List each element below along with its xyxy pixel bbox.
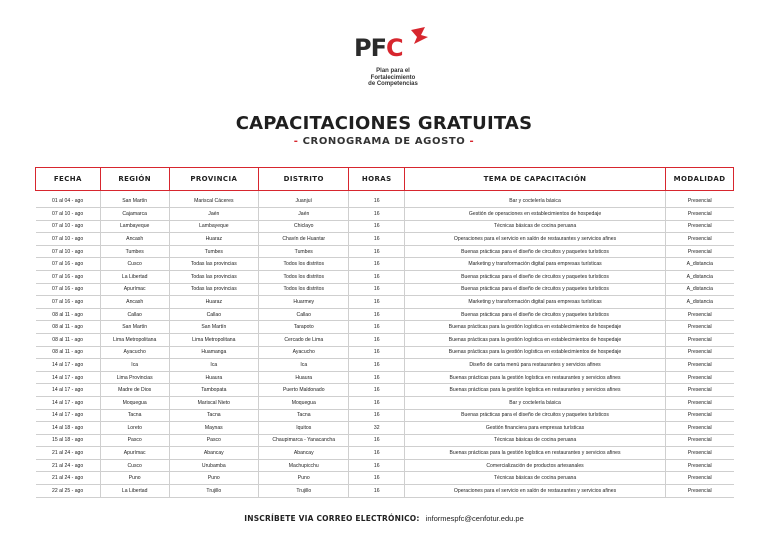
cell-region: Moquegua	[100, 396, 169, 409]
cell-provincia: Lima Metropolitana	[169, 333, 258, 346]
cell-tema: Operaciones para el servicio en salón de restaurantes y servicios afines	[404, 233, 665, 246]
column-header-fecha: FECHA	[36, 168, 101, 191]
cell-region: Ancash	[100, 233, 169, 246]
cell-tema: Buenas prácticas para la gestión logística en establecimientos de hospedaje	[404, 321, 665, 334]
cell-region: Lambayeque	[100, 220, 169, 233]
cell-fecha: 15 al 18 - ago	[36, 434, 101, 447]
cell-fecha: 14 al 17 - ago	[36, 371, 101, 384]
cell-distrito: Huarmey	[259, 296, 349, 309]
cell-horas: 16	[349, 308, 405, 321]
cell-horas: 16	[349, 220, 405, 233]
page-title: CAPACITACIONES GRATUITAS	[235, 113, 533, 134]
footer	[0, 514, 768, 523]
cell-horas: 16	[349, 245, 405, 258]
cell-distrito: Jaén	[259, 208, 349, 221]
page-subtitle	[0, 136, 768, 147]
cell-provincia: Maynas	[169, 422, 258, 435]
cell-fecha: 21 al 24 - ago	[36, 447, 101, 460]
cell-modalidad: Presencial	[666, 485, 734, 498]
cell-tema: Técnicas básicas de cocina peruana	[404, 472, 665, 485]
cell-distrito: Trujillo	[259, 485, 349, 498]
cell-tema: Buenas prácticas para la gestión logística en restaurantes y servicios afines	[404, 384, 665, 397]
cell-modalidad: Presencial	[666, 359, 734, 372]
cell-fecha: 07 al 16 - ago	[36, 258, 101, 271]
cell-modalidad: Presencial	[666, 472, 734, 485]
cell-provincia: Huaraz	[169, 233, 258, 246]
table-row	[36, 472, 734, 485]
table-row	[36, 283, 734, 296]
cell-region: Ica	[100, 359, 169, 372]
cell-modalidad: Presencial	[666, 233, 734, 246]
footer-label: INSCRÍBETE VIA CORREO ELECTRÓNICO:	[244, 514, 420, 523]
cell-horas: 16	[349, 333, 405, 346]
table-row	[36, 359, 734, 372]
cell-distrito: Tarapoto	[259, 321, 349, 334]
cell-modalidad: Presencial	[666, 396, 734, 409]
cell-horas: 16	[349, 283, 405, 296]
cell-region: Cajamarca	[100, 208, 169, 221]
cell-fecha: 14 al 18 - ago	[36, 422, 101, 435]
table-row	[36, 459, 734, 472]
cell-provincia: Urubamba	[169, 459, 258, 472]
cell-tema: Gestión financiera para empresas turísticas	[404, 422, 665, 435]
cell-modalidad: Presencial	[666, 409, 734, 422]
cell-horas: 16	[349, 321, 405, 334]
cell-horas: 16	[349, 258, 405, 271]
cell-provincia: Jaén	[169, 208, 258, 221]
cell-tema: Buenas prácticas para el diseño de circuitos y paquetes turísticos	[404, 283, 665, 296]
cell-region: Pasco	[100, 434, 169, 447]
pfc-logo	[348, 24, 438, 94]
cell-distrito: Todos los distritos	[259, 283, 349, 296]
cell-provincia: Lambayeque	[169, 220, 258, 233]
cell-horas: 16	[349, 409, 405, 422]
cell-fecha: 08 al 11 - ago	[36, 308, 101, 321]
cell-fecha: 08 al 11 - ago	[36, 321, 101, 334]
cell-horas: 16	[349, 191, 405, 208]
cell-region: San Martín	[100, 321, 169, 334]
cell-distrito: Abancay	[259, 447, 349, 460]
table-row	[36, 233, 734, 246]
table-row	[36, 384, 734, 397]
cell-region: Cusco	[100, 258, 169, 271]
cell-fecha: 07 al 16 - ago	[36, 283, 101, 296]
cell-distrito: Chaupimarca - Yanacancha	[259, 434, 349, 447]
cell-fecha: 07 al 10 - ago	[36, 233, 101, 246]
column-header-horas: HORAS	[349, 168, 405, 191]
cell-tema: Operaciones para el servicio en salón de restaurantes y servicios afines	[404, 485, 665, 498]
cell-distrito: Machupicchu	[259, 459, 349, 472]
cell-tema: Técnicas básicas de cocina peruana	[404, 434, 665, 447]
logo-tagline-line: Fortalecimiento	[370, 74, 416, 81]
cell-fecha: 07 al 16 - ago	[36, 296, 101, 309]
cell-modalidad: Presencial	[666, 384, 734, 397]
schedule-table	[35, 167, 734, 498]
cell-modalidad: Presencial	[666, 308, 734, 321]
cell-provincia: Ica	[169, 359, 258, 372]
cell-modalidad: A_distancia	[666, 283, 734, 296]
flag-icon	[408, 26, 430, 46]
cell-tema: Buenas prácticas para la gestión logística en establecimientos de hospedaje	[404, 346, 665, 359]
cell-horas: 16	[349, 485, 405, 498]
cell-provincia: Todas las provincias	[169, 258, 258, 271]
cell-modalidad: Presencial	[666, 220, 734, 233]
cell-provincia: Abancay	[169, 447, 258, 460]
cell-provincia: Huamanga	[169, 346, 258, 359]
cell-provincia: Todas las provincias	[169, 270, 258, 283]
subtitle-dash-left: -	[293, 136, 303, 147]
logo-letters-pf: PF	[354, 34, 386, 62]
cell-tema: Diseño de carta menú para restaurantes y servicios afines	[404, 359, 665, 372]
table-row	[36, 258, 734, 271]
table-row	[36, 396, 734, 409]
cell-region: Madre de Dios	[100, 384, 169, 397]
logo-wordmark	[354, 36, 403, 60]
cell-provincia: Tacna	[169, 409, 258, 422]
cell-provincia: Tambopata	[169, 384, 258, 397]
cell-region: Apurímac	[100, 283, 169, 296]
cell-region: La Libertad	[100, 485, 169, 498]
table-row	[36, 346, 734, 359]
cell-provincia: Todas las provincias	[169, 283, 258, 296]
cell-modalidad: Presencial	[666, 434, 734, 447]
logo-tagline-line: Plan para el	[376, 68, 410, 74]
cell-modalidad: Presencial	[666, 346, 734, 359]
table-row	[36, 321, 734, 334]
cell-distrito: Puerto Maldonado	[259, 384, 349, 397]
column-header-modalidad: MODALIDAD	[666, 168, 734, 191]
cell-region: Lima Metropolitana	[100, 333, 169, 346]
cell-region: Lima Provincias	[100, 371, 169, 384]
cell-tema: Buenas prácticas para el diseño de circuitos y paquetes turísticos	[404, 245, 665, 258]
cell-provincia: Callao	[169, 308, 258, 321]
column-header-tema: TEMA DE CAPACITACIÓN	[404, 168, 665, 191]
cell-modalidad: Presencial	[666, 245, 734, 258]
cell-horas: 16	[349, 384, 405, 397]
cell-distrito: Moquegua	[259, 396, 349, 409]
cell-distrito: Ayacucho	[259, 346, 349, 359]
cell-region: Tacna	[100, 409, 169, 422]
cell-modalidad: A_distancia	[666, 296, 734, 309]
table-row	[36, 422, 734, 435]
cell-modalidad: Presencial	[666, 321, 734, 334]
cell-modalidad: Presencial	[666, 208, 734, 221]
cell-horas: 16	[349, 396, 405, 409]
cell-fecha: 07 al 10 - ago	[36, 245, 101, 258]
cell-fecha: 14 al 17 - ago	[36, 384, 101, 397]
cell-fecha: 14 al 17 - ago	[36, 409, 101, 422]
cell-horas: 16	[349, 233, 405, 246]
cell-tema: Buenas prácticas para la gestión logística en restaurantes y servicios afines	[404, 447, 665, 460]
cell-distrito: Iquitos	[259, 422, 349, 435]
cell-horas: 16	[349, 447, 405, 460]
cell-provincia: San Martín	[169, 321, 258, 334]
cell-region: Apurímac	[100, 447, 169, 460]
table-row	[36, 434, 734, 447]
cell-fecha: 21 al 24 - ago	[36, 459, 101, 472]
cell-tema: Técnicas básicas de cocina peruana	[404, 220, 665, 233]
cell-distrito: Juanjuí	[259, 191, 349, 208]
cell-distrito: Tumbes	[259, 245, 349, 258]
cell-tema: Gestión de operaciones en establecimientos de hospedaje	[404, 208, 665, 221]
cell-provincia: Mariscal Cáceres	[169, 191, 258, 208]
cell-fecha: 08 al 11 - ago	[36, 333, 101, 346]
cell-fecha: 07 al 10 - ago	[36, 220, 101, 233]
column-header-region: REGIÓN	[100, 168, 169, 191]
cell-provincia: Mariscal Nieto	[169, 396, 258, 409]
table-row	[36, 333, 734, 346]
cell-region: Tumbes	[100, 245, 169, 258]
cell-tema: Buenas prácticas para la gestión logística en restaurantes y servicios afines	[404, 371, 665, 384]
cell-region: Cusco	[100, 459, 169, 472]
cell-distrito: Puno	[259, 472, 349, 485]
cell-provincia: Huaura	[169, 371, 258, 384]
cell-provincia: Puno	[169, 472, 258, 485]
cell-tema: Buenas prácticas para el diseño de circuitos y paquetes turísticos	[404, 308, 665, 321]
subtitle-text: CRONOGRAMA DE AGOSTO	[302, 136, 466, 147]
cell-fecha: 07 al 10 - ago	[36, 208, 101, 221]
cell-distrito: Cercado de Lima	[259, 333, 349, 346]
footer-email-link[interactable]: informespfc@cenfotur.edu.pe	[425, 514, 524, 523]
subtitle-dash-right: -	[465, 136, 475, 147]
cell-horas: 16	[349, 346, 405, 359]
cell-modalidad: Presencial	[666, 422, 734, 435]
cell-fecha: 01 al 04 - ago	[36, 191, 101, 208]
cell-modalidad: A_distancia	[666, 270, 734, 283]
cell-provincia: Trujillo	[169, 485, 258, 498]
cell-provincia: Pasco	[169, 434, 258, 447]
table-row	[36, 296, 734, 309]
cell-region: Ayacucho	[100, 346, 169, 359]
logo-tagline	[348, 68, 438, 88]
cell-distrito: Callao	[259, 308, 349, 321]
logo-letter-c: C	[385, 34, 403, 62]
cell-tema: Buenas prácticas para el diseño de circuitos y paquetes turísticos	[404, 270, 665, 283]
table-row	[36, 371, 734, 384]
cell-horas: 16	[349, 208, 405, 221]
cell-tema: Buenas prácticas para el diseño de circuitos y paquetes turísticos	[404, 409, 665, 422]
cell-tema: Marketing y transformación digital para empresas turísticas	[404, 296, 665, 309]
cell-horas: 16	[349, 459, 405, 472]
cell-fecha: 21 al 24 - ago	[36, 472, 101, 485]
cell-distrito: Tacna	[259, 409, 349, 422]
cell-fecha: 08 al 11 - ago	[36, 346, 101, 359]
cell-horas: 16	[349, 296, 405, 309]
column-header-distrito: DISTRITO	[259, 168, 349, 191]
table-row	[36, 485, 734, 498]
cell-horas: 32	[349, 422, 405, 435]
table-row	[36, 208, 734, 221]
cell-distrito: Todos los distritos	[259, 258, 349, 271]
cell-tema: Marketing y transformación digital para empresas turísticas	[404, 258, 665, 271]
cell-distrito: Chiclayo	[259, 220, 349, 233]
table-row	[36, 308, 734, 321]
cell-tema: Buenas prácticas para la gestión logística en establecimientos de hospedaje	[404, 333, 665, 346]
cell-tema: Bar y coctelería básica	[404, 191, 665, 208]
table-row	[36, 409, 734, 422]
cell-horas: 16	[349, 270, 405, 283]
cell-region: Puno	[100, 472, 169, 485]
cell-modalidad: Presencial	[666, 371, 734, 384]
cell-modalidad: Presencial	[666, 191, 734, 208]
cell-modalidad: Presencial	[666, 459, 734, 472]
cell-distrito: Ica	[259, 359, 349, 372]
table-row	[36, 245, 734, 258]
cell-modalidad: Presencial	[666, 333, 734, 346]
cell-horas: 16	[349, 359, 405, 372]
cell-region: Loreto	[100, 422, 169, 435]
table-row	[36, 220, 734, 233]
table-body	[36, 191, 734, 498]
cell-horas: 16	[349, 371, 405, 384]
cell-region: La Libertad	[100, 270, 169, 283]
cell-distrito: Todos los distritos	[259, 270, 349, 283]
cell-distrito: Chavín de Huantar	[259, 233, 349, 246]
cell-fecha: 22 al 25 - ago	[36, 485, 101, 498]
table-header-row	[36, 168, 734, 191]
cell-fecha: 14 al 17 - ago	[36, 396, 101, 409]
cell-distrito: Huaura	[259, 371, 349, 384]
logo-tagline-line: de Competencias	[368, 81, 418, 87]
cell-provincia: Huaraz	[169, 296, 258, 309]
cell-fecha: 14 al 17 - ago	[36, 359, 101, 372]
cell-provincia: Tumbes	[169, 245, 258, 258]
cell-region: San Martín	[100, 191, 169, 208]
column-header-provincia: PROVINCIA	[169, 168, 258, 191]
cell-horas: 16	[349, 434, 405, 447]
table-row	[36, 191, 734, 208]
cell-modalidad: A_distancia	[666, 258, 734, 271]
cell-tema: Comercialización de productos artesanales	[404, 459, 665, 472]
cell-region: Callao	[100, 308, 169, 321]
cell-horas: 16	[349, 472, 405, 485]
cell-tema: Bar y coctelería básica	[404, 396, 665, 409]
cell-fecha: 07 al 16 - ago	[36, 270, 101, 283]
table-row	[36, 270, 734, 283]
table-row	[36, 447, 734, 460]
cell-region: Ancash	[100, 296, 169, 309]
cell-modalidad: Presencial	[666, 447, 734, 460]
